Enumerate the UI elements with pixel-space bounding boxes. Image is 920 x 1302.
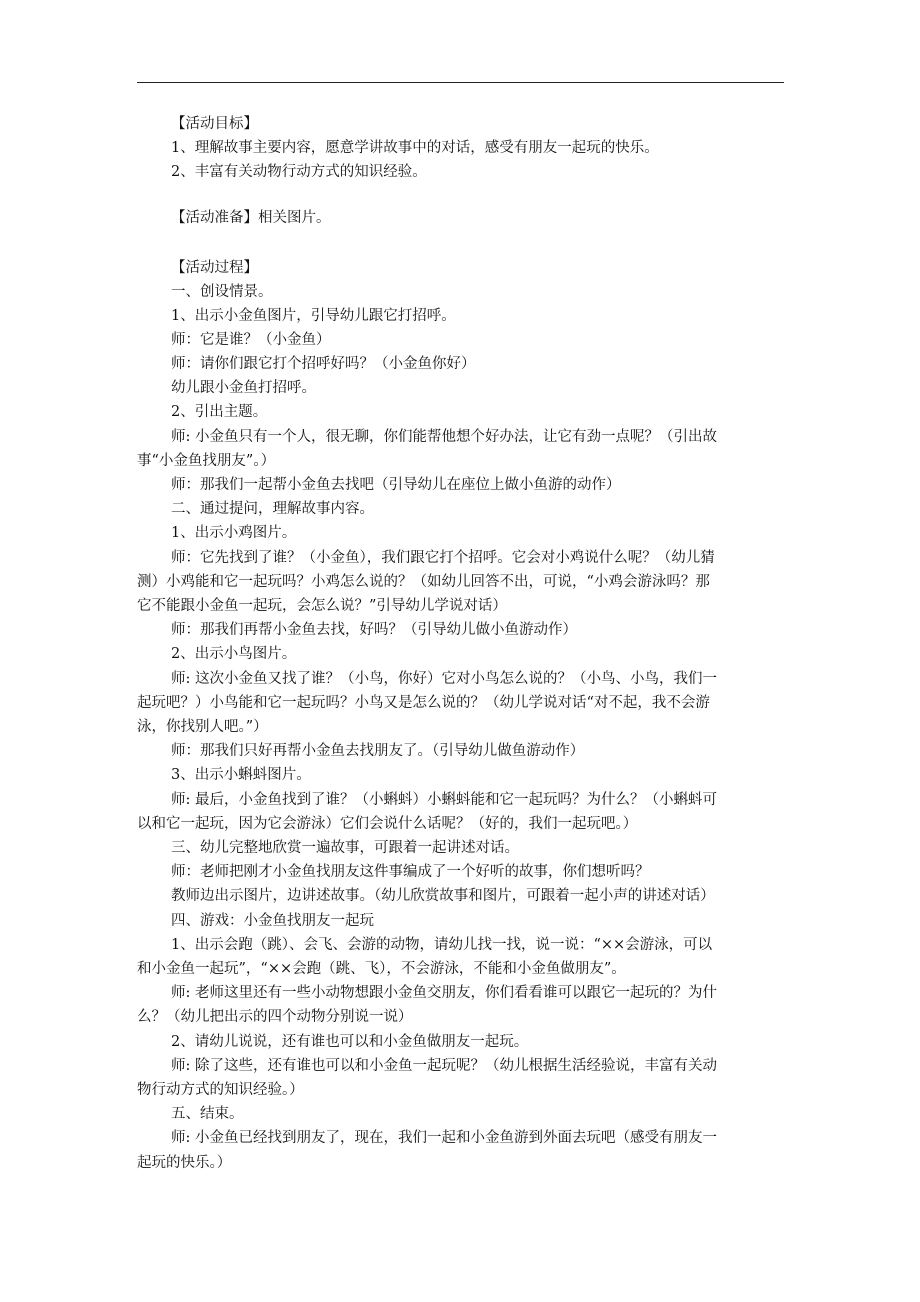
paragraph-line: 起玩吧？）小鸟能和它一起玩吗？小鸟又是怎么说的？（幼儿学说对话“对不起，我不会游 xyxy=(137,695,710,711)
paragraph-line: 它不能跟小金鱼一起玩，会怎么说？”引导幼儿学说对话） xyxy=(137,598,507,614)
paragraph-line: 幼儿跟小金鱼打招呼。 xyxy=(171,380,316,396)
section-heading-preparation: 【活动准备】相关图片。 xyxy=(171,210,331,226)
header-rule xyxy=(137,82,784,83)
paragraph-line: 三、幼儿完整地欣赏一遍故事，可跟着一起讲述对话。 xyxy=(171,840,519,856)
paragraph-line: 师：请你们跟它打个招呼好吗？（小金鱼你好） xyxy=(171,356,476,372)
paragraph-line: 师: 老师这里还有一些小动物想跟小金鱼交朋友，你们看看谁可以跟它一起玩的？为什 xyxy=(171,985,717,1001)
paragraph-line: 师：那我们再帮小金鱼去找，好吗？（引导幼儿做小鱼游动作） xyxy=(171,622,577,638)
paragraph-line: 师: 除了这些，还有谁也可以和小金鱼一起玩呢？（幼儿根据生活经验说，丰富有关动 xyxy=(171,1058,717,1074)
paragraph-line: 事“小金鱼找朋友”。） xyxy=(137,453,276,469)
paragraph-line: 师：它是谁？（小金鱼） xyxy=(171,332,331,348)
paragraph-line: 2、出示小鸟图片。 xyxy=(171,646,297,662)
paragraph-line: 师：那我们一起帮小金鱼去找吧（引导幼儿在座位上做小鱼游的动作） xyxy=(171,477,621,493)
paragraph-line: 1、出示小鸡图片。 xyxy=(171,525,297,541)
paragraph-line: 一、创设情景。 xyxy=(171,284,273,300)
paragraph-line: 师: 最后，小金鱼找到了谁？（小蝌蚪）小蝌蚪能和它一起玩吗？为什么？（小蝌蚪可 xyxy=(171,792,717,808)
paragraph-line: 起玩的快乐。） xyxy=(137,1155,232,1171)
paragraph-line: 师：老师把刚才小金鱼找朋友这件事编成了一个好听的故事，你们想听吗？ xyxy=(171,864,650,880)
section-heading-goals: 【活动目标】 xyxy=(171,116,258,132)
paragraph-line: 2、丰富有关动物行动方式的知识经验。 xyxy=(171,164,427,180)
paragraph-line: 五、结束。 xyxy=(171,1106,244,1122)
paragraph-line: 泳，你找别人吧。”） xyxy=(137,719,268,735)
paragraph-line: 师: 小金鱼已经找到朋友了，现在，我们一起和小金鱼游到外面去玩吧（感受有朋友一 xyxy=(171,1130,717,1146)
paragraph-line: 么？（幼儿把出示的四个动物分别说一说） xyxy=(137,1009,413,1025)
paragraph-line: 和小金鱼一起玩”，“××会跑（跳、飞），不会游泳，不能和小金鱼做朋友”。 xyxy=(137,961,626,977)
paragraph-line: 师: 小金鱼只有一个人，很无聊，你们能帮他想个好办法，让它有劲一点呢？（引出故 xyxy=(171,429,717,445)
paragraph-line: 2、引出主题。 xyxy=(171,404,268,420)
paragraph-line: 3、出示小蝌蚪图片。 xyxy=(171,767,311,783)
paragraph-line: 测）小鸡能和它一起玩吗？小鸡怎么说的？（如幼儿回答不出，可说，“小鸡会游泳吗？那 xyxy=(137,574,710,590)
paragraph-line: 2、请幼儿说说，还有谁也可以和小金鱼做朋友一起玩。 xyxy=(171,1034,529,1050)
paragraph-line: 四、游戏：小金鱼找朋友一起玩 xyxy=(171,913,374,929)
paragraph-line: 师：那我们只好再帮小金鱼去找朋友了。（引导幼儿做鱼游动作） xyxy=(171,743,585,759)
paragraph-line: 师: 这次小金鱼又找了谁？（小鸟，你好）它对小鸟怎么说的？（小鸟、小鸟，我们一 xyxy=(171,671,717,687)
paragraph-line: 1、理解故事主要内容，愿意学讲故事中的对话，感受有朋友一起玩的快乐。 xyxy=(171,140,659,156)
paragraph-line: 1、出示会跑（跳）、会飞、会游的动物，请幼儿找一找，说一说：“××会游泳，可以 xyxy=(171,937,713,953)
paragraph-line: 以和它一起玩，因为它会游泳）它们会说什么话呢？（好的，我们一起玩吧。） xyxy=(137,816,638,832)
section-heading-process: 【活动过程】 xyxy=(171,260,258,276)
paragraph-line: 物行动方式的知识经验。） xyxy=(137,1082,304,1098)
paragraph-line: 1、出示小金鱼图片，引导幼儿跟它打招呼。 xyxy=(171,308,456,324)
paragraph-line: 教师边出示图片，边讲述故事。（幼儿欣赏故事和图片，可跟着一起小声的讲述对话） xyxy=(171,888,715,904)
paragraph-line: 师：它先找到了谁？（小金鱼），我们跟它打个招呼。它会对小鸡说什么呢？（幼儿猜 xyxy=(171,550,715,566)
paragraph-line: 二、通过提问，理解故事内容。 xyxy=(171,501,374,517)
